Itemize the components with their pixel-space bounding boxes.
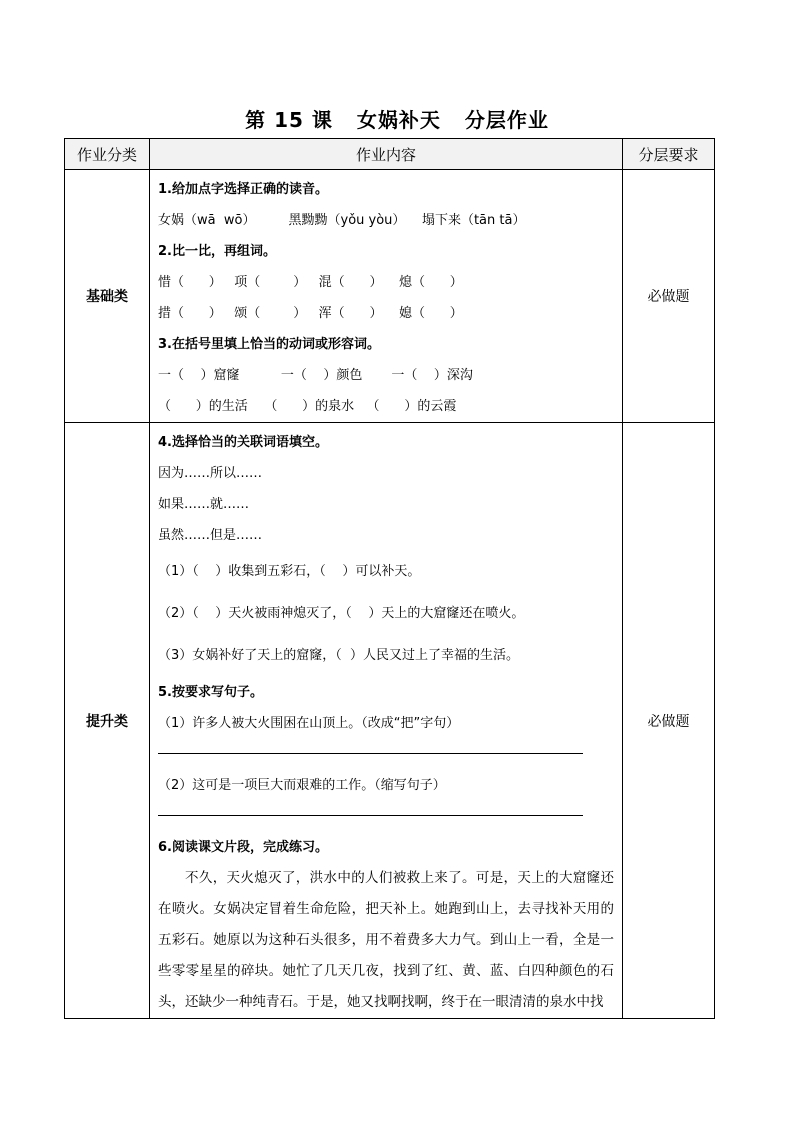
q5-answer-line-2[interactable] [158,815,583,816]
q1-item: 黑黝黝（yǒu yòu） [288,213,406,228]
q1-title: 1.给加点字选择正确的读音。 [158,182,328,197]
q5-title: 5.按要求写句子。 [158,685,263,700]
q3-blank: 一（ ）颜色 [280,368,363,383]
q1-item: 女娲（wā wō） [158,213,256,228]
q4-option: 虽然……但是…… [158,528,263,543]
q6-passage: 不久，天火熄灭了，洪水中的人们被救上来了。可是，天上的大窟窿还在喷火。女娲决定冒着生命危险，把天补上。她跑到山上，去寻找补天用的五彩石。她原以为这种石头很多，用不着费多大力气。到山上一看，全是一些零零星星的碎块。她忙了几天几夜，找到了红、黄、蓝、白四种颜色的石头，还缺少一种纯青石。于是，她又找啊找啊，终于在一眼清清的泉水中找 [158,870,614,1010]
q5-answer-line-1[interactable] [158,753,583,754]
page-title [0,104,794,133]
q2-blank: 媳（ ） [399,306,463,321]
q3-blank: 一（ ）深沟 [391,368,473,383]
basic-row [65,170,715,423]
lesson-number: 第 15 课 [245,108,333,132]
header-category: 作业分类 [65,139,150,170]
homework-table [64,138,715,1019]
q2-row2 [158,298,614,329]
q6-title: 6.阅读课文片段，完成练习。 [158,840,328,855]
q3-blank: （ ）的泉水 [264,399,355,414]
q5-item1: （1）许多人被大火围困在山顶上。（改成“把”字句） [158,716,460,731]
q3-row2 [158,391,614,422]
q3-row1 [158,360,614,391]
basic-content [150,170,623,423]
basic-category: 基础类 [65,170,150,423]
q5-item2: （2）这可是一项巨大而艰难的工作。（缩写句子） [158,778,446,793]
q3-blank: （ ）的生活 [158,399,248,414]
q2-blank: 项（ ） [234,275,307,290]
q2-row1 [158,267,614,298]
q2-blank: 惜（ ） [158,275,222,290]
q4-title: 4.选择恰当的关联词语填空。 [158,435,328,450]
q4-option: 如果……就…… [158,497,250,512]
advanced-content [150,423,623,1019]
header-content: 作业内容 [150,139,623,170]
q3-blank: （ ）的云霞 [366,399,457,414]
q2-blank: 颂（ ） [234,306,307,321]
q3-title: 3.在括号里填上恰当的动词或形容词。 [158,337,380,352]
q1-items [158,205,614,236]
q4-option: 因为……所以…… [158,466,263,481]
q4-sentence: （2）（ ）天火被雨神熄灭了，（ ）天上的大窟窿还在喷火。 [158,606,525,621]
q1-item: 塌下来（tān tā） [421,213,526,228]
basic-requirement: 必做题 [623,170,715,423]
q2-blank: 混（ ） [318,275,383,290]
header-requirement: 分层要求 [623,139,715,170]
q2-blank: 浑（ ） [318,306,383,321]
q2-title: 2.比一比，再组词。 [158,244,276,259]
advanced-row [65,423,715,1019]
homework-type: 分层作业 [464,108,549,132]
advanced-requirement: 必做题 [623,423,715,1019]
q2-blank: 措（ ） [158,306,222,321]
advanced-category: 提升类 [65,423,150,1019]
q3-blank: 一（ ）窟窿 [158,368,240,383]
header-row [65,139,715,170]
q4-sentence: （1）（ ）收集到五彩石，（ ）可以补天。 [158,564,421,579]
q2-blank: 熄（ ） [399,275,463,290]
lesson-name: 女娲补天 [356,108,441,132]
q4-sentence: （3）女娲补好了天上的窟窿，（ ）人民又过上了幸福的生活。 [158,648,520,663]
